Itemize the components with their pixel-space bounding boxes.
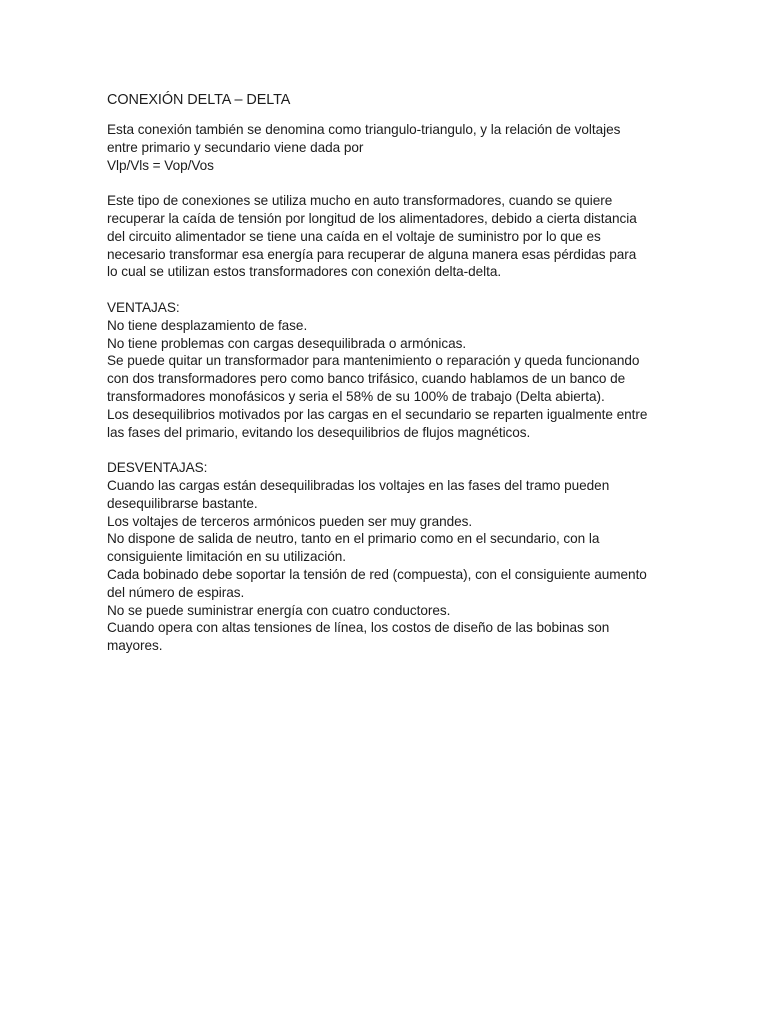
disadvantage-line: No dispone de salida de neutro, tanto en el primario como en el secundario, con la <box>107 531 600 547</box>
intro-paragraph <box>107 121 647 174</box>
advantage-line: Se puede quitar un transformador para mantenimiento o reparación y queda funcionando <box>107 353 640 369</box>
disadvantage-line: mayores. <box>107 638 163 654</box>
advantage-line: transformadores monofásicos y seria el 58% de su 100% de trabajo (Delta abierta). <box>107 388 605 404</box>
disadvantage-line: del número de espiras. <box>107 584 245 600</box>
document-title: CONEXIÓN DELTA – DELTA <box>107 92 291 108</box>
paragraph-spacer <box>107 281 647 299</box>
disadvantage-line: desequilibrarse bastante. <box>107 495 258 511</box>
disadvantage-line: consiguiente limitación en su utilización. <box>107 549 346 565</box>
advantage-line: con dos transformadores pero como banco trifásico, cuando hablamos de un banco de <box>107 371 626 387</box>
usage-line: Este tipo de conexiones se utiliza mucho en auto transformadores, cuando se quiere <box>107 193 613 209</box>
disadvantage-line: No se puede suministrar energía con cuatro conductores. <box>107 602 451 618</box>
intro-line: entre primario y secundario viene dada por <box>107 139 364 155</box>
usage-line: del circuito alimentador se tiene una caída en el voltaje de suministro por lo que es <box>107 228 601 244</box>
paragraph-spacer <box>107 441 647 459</box>
advantages-section <box>107 299 647 441</box>
advantage-line: No tiene desplazamiento de fase. <box>107 317 308 333</box>
usage-line: necesario transformar esa energía para recuperar de alguna manera esas pérdidas para <box>107 246 637 262</box>
advantage-line: Los desequilibrios motivados por las cargas en el secundario se reparten igualmente entre <box>107 406 648 422</box>
disadvantage-line: Los voltajes de terceros armónicos pueden ser muy grandes. <box>107 513 473 529</box>
usage-paragraph <box>107 192 647 281</box>
intro-line: Esta conexión también se denomina como triangulo-triangulo, y la relación de voltajes <box>107 122 621 137</box>
paragraph-spacer <box>107 174 647 192</box>
usage-line: recuperar la caída de tensión por longitud de los alimentadores, debido a cierta distancia <box>107 210 637 226</box>
disadvantage-line: Cuando opera con altas tensiones de línea, los costos de diseño de las bobinas son <box>107 620 610 636</box>
advantage-line: las fases del primario, evitando los desequilibrios de flujos magnéticos. <box>107 424 531 440</box>
disadvantages-heading: DESVENTAJAS: <box>107 460 208 476</box>
document-body <box>107 90 647 655</box>
advantage-line: No tiene problemas con cargas desequilibrada o armónicas. <box>107 335 467 351</box>
advantages-heading: VENTAJAS: <box>107 299 180 315</box>
disadvantage-line: Cada bobinado debe soportar la tensión de red (compuesta), con el consiguiente aumento <box>107 566 647 582</box>
usage-line: lo cual se utilizan estos transformadores con conexión delta-delta. <box>107 264 502 280</box>
disadvantage-line: Cuando las cargas están desequilibradas los voltajes en las fases del tramo pueden <box>107 477 610 493</box>
voltage-ratio-formula: Vlp/Vls = Vop/Vos <box>107 157 214 173</box>
disadvantages-section <box>107 459 647 655</box>
